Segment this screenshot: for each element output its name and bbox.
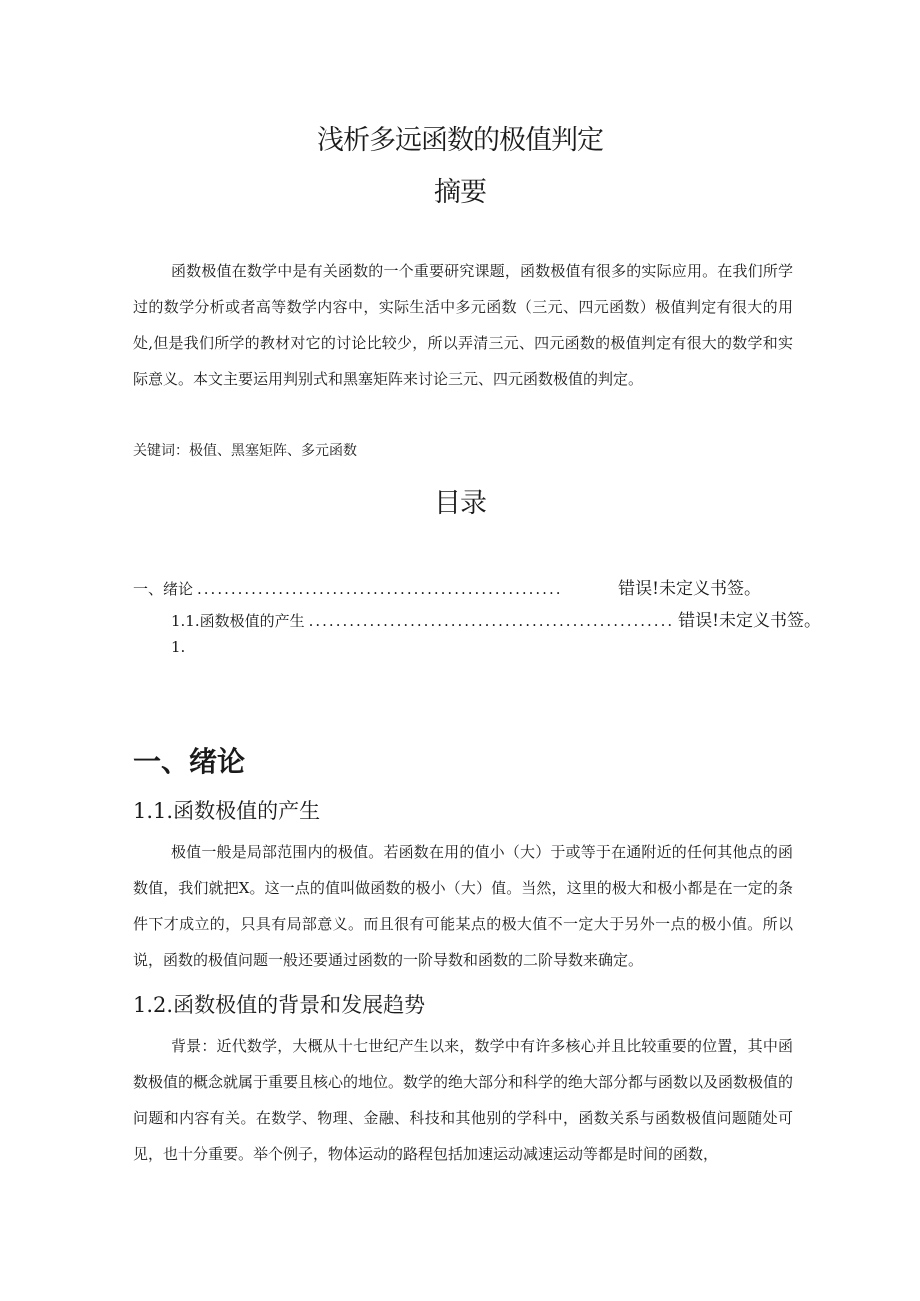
toc-page-ref: 错误!未定义书签。: [678, 611, 821, 631]
abstract-heading: 摘要: [434, 177, 486, 208]
toc-entry-3[interactable]: [171, 638, 271, 664]
toc-leader-dots: ......................................................: [308, 612, 675, 630]
toc-leader-dots: ......................................................: [197, 580, 563, 598]
toc-entry-1[interactable]: [133, 574, 761, 600]
toc-entry-text: 一、绪论: [133, 580, 194, 598]
section-1-1-heading: 1.1.函数极值的产生: [133, 799, 321, 823]
abstract-body: 函数极值在数学中是有关函数的一个重要研究课题，函数极值有很多的实际应用。在我们所学过的数学分析或者高等数学内容中，实际生活中多元函数（三元、四元函数）极值判定有很大的用处,但是我们所学的教材对它的讨论比较少，所以弄清三元、四元函数的极值判定有很大的数学和实际意义。本文主要运用判别式和黑塞矩阵来讨论三元、四元函数极值的判定。: [133, 262, 793, 388]
section-1-1-body: 极值一般是局部范围内的极值。若函数在用的值小（大）于或等于在通附近的任何其他点的函数值，我们就把X。这一点的值叫做函数的极小（大）值。当然，这里的极大和极小都是在一定的条件下才成立的，只具有局部意义。而且很有可能某点的极大值不一定大于另外一点的极小值。所以说，函数的极值问题一般还要通过函数的一阶导数和函数的二阶导数来确定。: [133, 843, 793, 969]
section-1-2-heading: 1.2.函数极值的背景和发展趋势: [133, 993, 426, 1017]
toc-entry-text: 1.1.函数极值的产生: [171, 612, 305, 630]
toc-heading: 目录: [434, 488, 486, 519]
section-1-heading: 一、绪论: [133, 745, 246, 778]
toc-entry-text: 1.: [171, 638, 186, 656]
section-1-2-body: 背景：近代数学，大概从十七世纪产生以来，数学中有许多核心并且比较重要的位置，其中函数极值的概念就属于重要且核心的地位。数学的绝大部分和科学的绝大部分都与函数以及函数极值的问题和内容有关。在数学、物理、金融、科技和其他别的学科中，函数关系与函数极值问题随处可见，也十分重要。举个例子，物体运动的路程包括加速运动减速运动等都是时间的函数，: [133, 1037, 794, 1163]
toc-entry-2[interactable]: [171, 606, 821, 632]
toc-page-ref: 错误!未定义书签。: [618, 579, 761, 599]
document-title: 浅析多远函数的极值判定: [317, 125, 603, 156]
keywords: 关键词：极值、黑塞矩阵、多元函数: [133, 443, 357, 459]
